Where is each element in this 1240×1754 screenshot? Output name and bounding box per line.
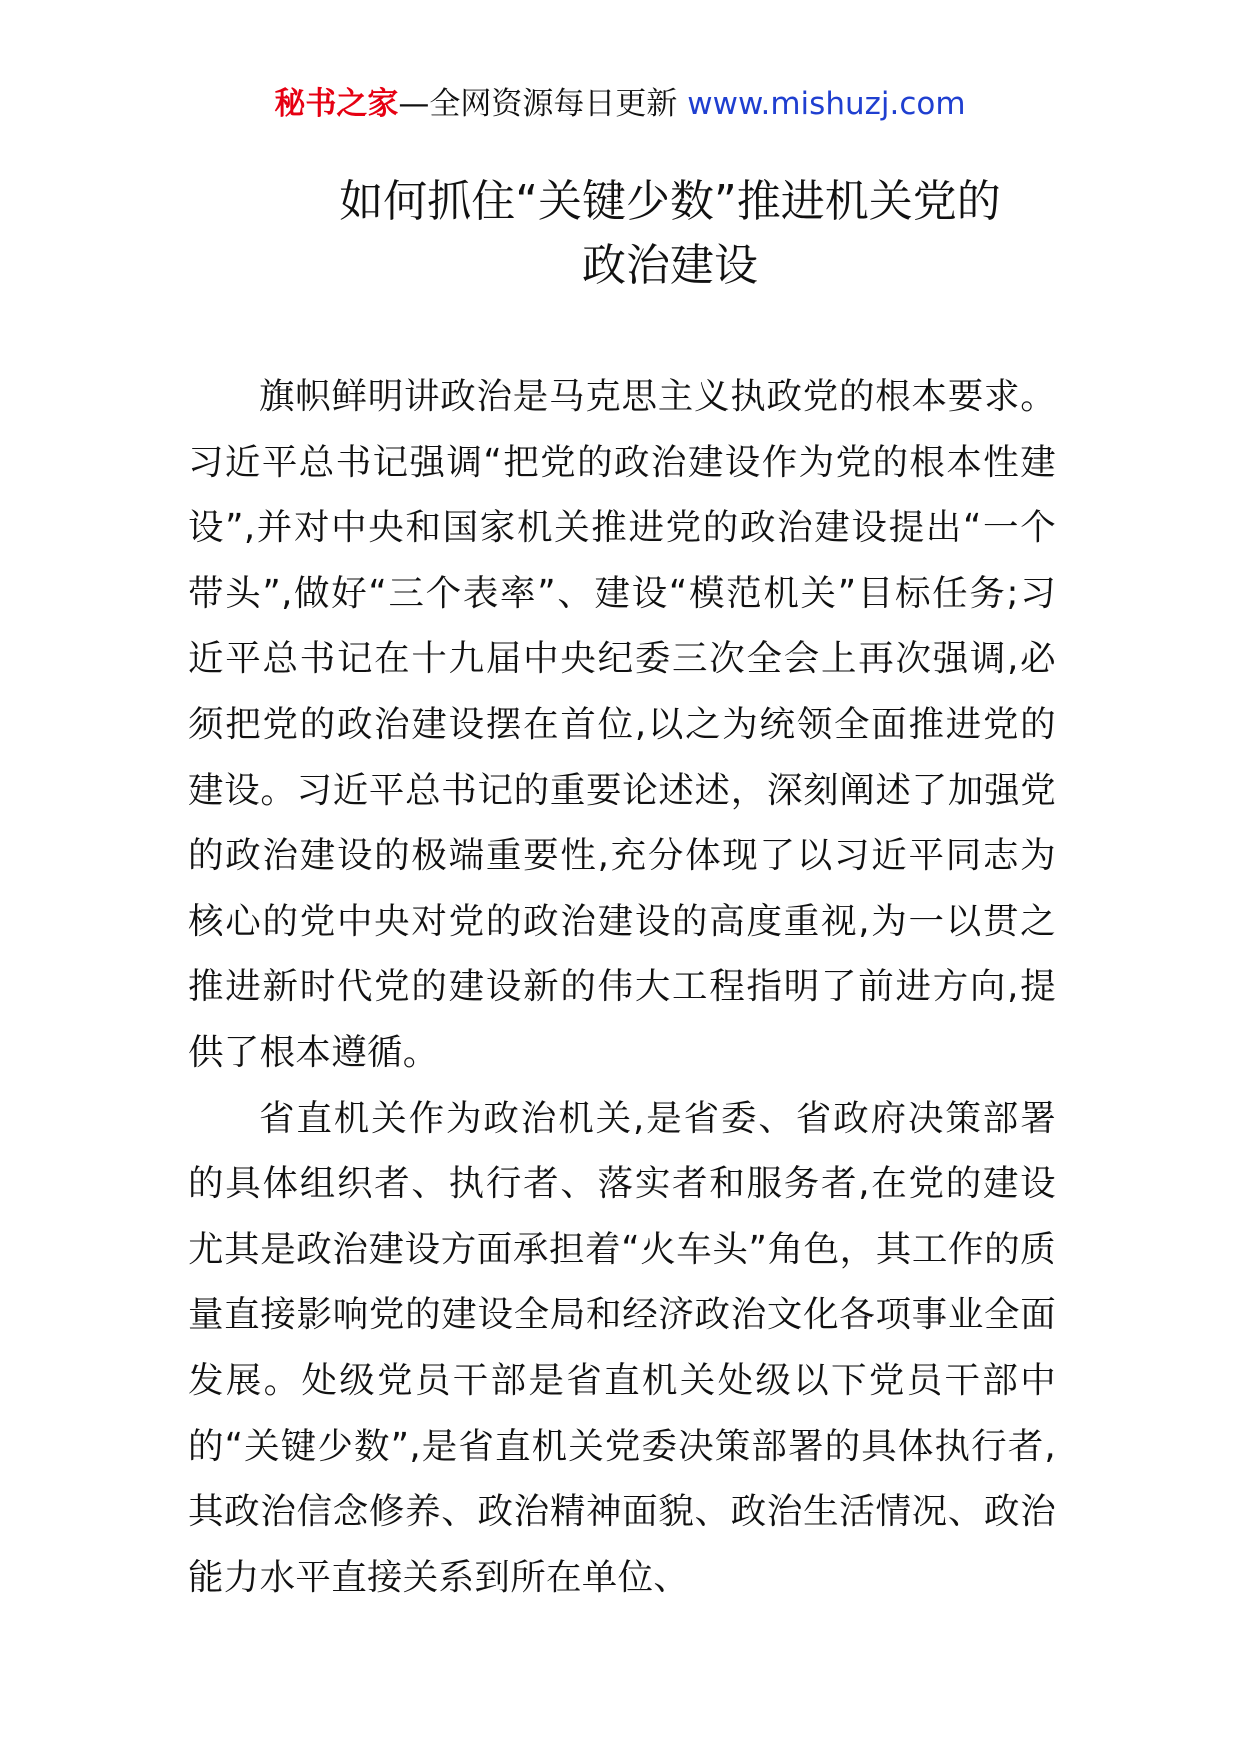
site-slogan: —全网资源每日更新 xyxy=(398,86,678,122)
site-url-link[interactable]: www.mishuzj.com xyxy=(687,86,966,122)
document-title xyxy=(200,170,1140,298)
body-paragraph-2: 省直机关作为政治机关,是省委、省政府决策部署的具体组织者、执行者、落实者和服务者,在党的建设尤其是政治建设方面承担着“火车头”角色，其工作的质量直接影响党的建设全局和经济政治文化各项事业全面发展。处级党员干部是省直机关处级以下党员干部中的“关键少数”,是省直机关党委决策部署的具体执行者,其政治信念修养、政治精神面貌、政治生活情况、政治能力水平直接关系到所在单位、 xyxy=(188,1097,1056,1598)
site-header xyxy=(0,84,1240,124)
title-line-2: 政治建设 xyxy=(582,240,758,291)
document-body xyxy=(188,364,1056,1610)
site-brand: 秘书之家 xyxy=(274,86,399,122)
title-line-1: 如何抓住“关键少数”推进机关党的 xyxy=(339,176,1001,227)
body-paragraph-1: 旗帜鲜明讲政治是马克思主义执政党的根本要求。习近平总书记强调“把党的政治建设作为党的根本性建设”,并对中央和国家机关推进党的政治建设提出“一个带头”,做好“三个表率”、建设“模范机关”目标任务;习近平总书记在十九届中央纪委三次全会上再次强调,必须把党的政治建设摆在首位,以之为统领全面推进党的建设。习近平总书记的重要论述述，深刻阐述了加强党的政治建设的极端重要性,充分体现了以习近平同志为核心的党中央对党的政治建设的高度重视,为一以贯之推进新时代党的建设新的伟大工程指明了前进方向,提供了根本遵循。 xyxy=(188,376,1056,1073)
